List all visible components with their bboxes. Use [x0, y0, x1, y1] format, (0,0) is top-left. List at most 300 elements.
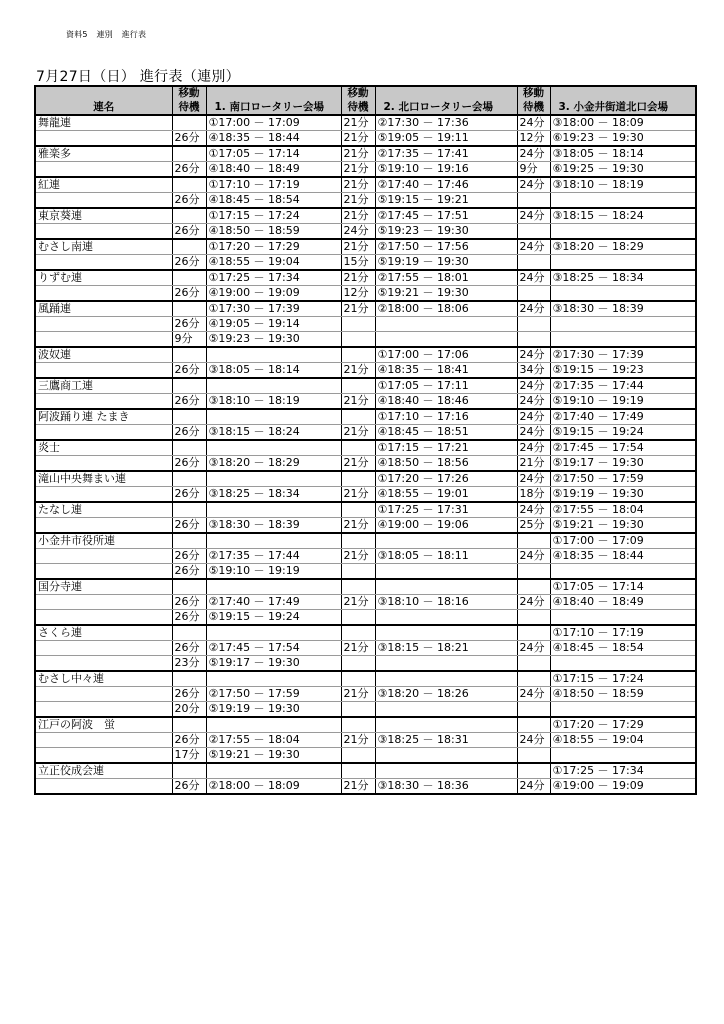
- team-name: 風踊連: [35, 301, 172, 317]
- venue-2-slot: ⑤19:21 － 19:30: [375, 286, 517, 302]
- move-time-2: 21分: [341, 733, 375, 748]
- team-name: 炎士: [35, 440, 172, 456]
- move-time-1: 26分: [172, 425, 206, 441]
- table-row: [35, 347, 696, 363]
- move-time-2: [341, 471, 375, 487]
- move-time-2: [341, 347, 375, 363]
- move-time-1: 26分: [172, 687, 206, 702]
- move-time-3: [517, 671, 550, 687]
- move-time-2: 15分: [341, 255, 375, 271]
- move-time-2: 21分: [341, 363, 375, 379]
- team-name: [35, 687, 172, 702]
- table-row: [35, 564, 696, 580]
- move-time-1: 26分: [172, 641, 206, 656]
- venue-1-slot: ③18:30 － 18:39: [206, 518, 341, 534]
- move-time-1: 26分: [172, 518, 206, 534]
- table-row: [35, 193, 696, 209]
- venue-1-slot: [206, 717, 341, 733]
- move-time-1: [172, 409, 206, 425]
- venue-2-slot: ④18:55 － 19:01: [375, 487, 517, 503]
- venue-1-slot: [206, 347, 341, 363]
- venue-1-slot: ⑤19:15 － 19:24: [206, 610, 341, 626]
- venue-3-slot: ③18:25 － 18:34: [550, 270, 696, 286]
- move-time-1: 9分: [172, 332, 206, 348]
- team-name: [35, 162, 172, 178]
- move-time-3: 24分: [517, 378, 550, 394]
- move-time-1: 26分: [172, 193, 206, 209]
- team-name: 立正佼成会連: [35, 763, 172, 779]
- team-name: [35, 255, 172, 271]
- venue-3-slot: ④19:00 － 19:09: [550, 779, 696, 795]
- move-time-2: 21分: [341, 177, 375, 193]
- table-row: [35, 394, 696, 410]
- venue-1-slot: [206, 763, 341, 779]
- venue-2-slot: ②18:00 － 18:06: [375, 301, 517, 317]
- venue-3-slot: ④18:50 － 18:59: [550, 687, 696, 702]
- venue-1-slot: ③18:15 － 18:24: [206, 425, 341, 441]
- move-time-3: [517, 255, 550, 271]
- move-time-3: [517, 702, 550, 718]
- move-time-3: 24分: [517, 595, 550, 610]
- table-row: [35, 378, 696, 394]
- venue-2-slot: [375, 763, 517, 779]
- table-row: [35, 363, 696, 379]
- move-time-3: 24分: [517, 409, 550, 425]
- move-time-3: 9分: [517, 162, 550, 178]
- move-time-3: 24分: [517, 270, 550, 286]
- move-time-1: [172, 347, 206, 363]
- table-row: [35, 425, 696, 441]
- venue-3-slot: ②17:55 － 18:04: [550, 502, 696, 518]
- venue-1-slot: ①17:10 － 17:19: [206, 177, 341, 193]
- move-time-2: [341, 717, 375, 733]
- move-time-2: 21分: [341, 301, 375, 317]
- move-time-2: 21分: [341, 270, 375, 286]
- table-row: [35, 456, 696, 472]
- move-time-3: 24分: [517, 440, 550, 456]
- team-name: 江戸の阿波 蛍: [35, 717, 172, 733]
- venue-3-slot: ②17:40 － 17:49: [550, 409, 696, 425]
- move-time-1: [172, 671, 206, 687]
- move-time-3: 24分: [517, 394, 550, 410]
- header-move-3-line1: 移動: [517, 86, 550, 100]
- move-time-2: 21分: [341, 487, 375, 503]
- team-name: [35, 733, 172, 748]
- team-name: [35, 425, 172, 441]
- move-time-3: 24分: [517, 115, 550, 131]
- venue-1-slot: ③18:05 － 18:14: [206, 363, 341, 379]
- venue-3-slot: ⑤19:15 － 19:23: [550, 363, 696, 379]
- venue-2-slot: [375, 702, 517, 718]
- move-time-3: 12分: [517, 131, 550, 147]
- venue-1-slot: ⑤19:21 － 19:30: [206, 748, 341, 764]
- table-row: [35, 270, 696, 286]
- venue-3-slot: ⑤19:15 － 19:24: [550, 425, 696, 441]
- venue-3-slot: ②17:35 － 17:44: [550, 378, 696, 394]
- table-row: [35, 641, 696, 656]
- table-row: [35, 717, 696, 733]
- table-row: [35, 162, 696, 178]
- venue-1-slot: ②17:50 － 17:59: [206, 687, 341, 702]
- team-name: [35, 286, 172, 302]
- move-time-3: 24分: [517, 239, 550, 255]
- move-time-2: 21分: [341, 549, 375, 564]
- team-name: [35, 748, 172, 764]
- move-time-1: 26分: [172, 255, 206, 271]
- venue-3-slot: ①17:20 － 17:29: [550, 717, 696, 733]
- move-time-1: 26分: [172, 131, 206, 147]
- move-time-3: 24分: [517, 641, 550, 656]
- move-time-3: 24分: [517, 733, 550, 748]
- team-name: 雅楽多: [35, 146, 172, 162]
- team-name: [35, 487, 172, 503]
- table-row: [35, 518, 696, 534]
- team-name: 紅連: [35, 177, 172, 193]
- table-row: [35, 115, 696, 131]
- move-time-2: 24分: [341, 224, 375, 240]
- move-time-3: [517, 533, 550, 549]
- venue-1-slot: ①17:25 － 17:34: [206, 270, 341, 286]
- header-move-1-line2: 待機: [172, 100, 206, 115]
- move-time-2: [341, 378, 375, 394]
- table-row: [35, 502, 696, 518]
- table-row: [35, 733, 696, 748]
- venue-3-slot: ⑥19:25 － 19:30: [550, 162, 696, 178]
- team-name: [35, 564, 172, 580]
- move-time-2: [341, 317, 375, 332]
- table-row: [35, 671, 696, 687]
- move-time-2: 21分: [341, 208, 375, 224]
- venue-3-slot: ①17:10 － 17:19: [550, 625, 696, 641]
- team-name: [35, 702, 172, 718]
- move-time-3: [517, 656, 550, 672]
- venue-1-slot: ②18:00 － 18:09: [206, 779, 341, 795]
- team-name: たなし連: [35, 502, 172, 518]
- team-name: 三鷹商工連: [35, 378, 172, 394]
- venue-1-slot: ④19:05 － 19:14: [206, 317, 341, 332]
- team-name: [35, 363, 172, 379]
- venue-1-slot: [206, 378, 341, 394]
- move-time-3: 24分: [517, 177, 550, 193]
- move-time-2: [341, 502, 375, 518]
- team-name: [35, 641, 172, 656]
- table-row: [35, 763, 696, 779]
- team-name: [35, 193, 172, 209]
- document-header: [66, 29, 152, 40]
- move-time-1: 26分: [172, 162, 206, 178]
- venue-2-slot: ④18:35 － 18:41: [375, 363, 517, 379]
- venue-2-slot: [375, 332, 517, 348]
- venue-3-slot: [550, 702, 696, 718]
- venue-2-slot: ④18:45 － 18:51: [375, 425, 517, 441]
- team-name: 阿波踊り連 たまき: [35, 409, 172, 425]
- move-time-3: [517, 763, 550, 779]
- move-time-3: 24分: [517, 779, 550, 795]
- venue-1-slot: ⑤19:23 － 19:30: [206, 332, 341, 348]
- move-time-3: 24分: [517, 347, 550, 363]
- move-time-3: [517, 625, 550, 641]
- move-time-3: 24分: [517, 425, 550, 441]
- header-doc-number: 資料5: [66, 30, 88, 39]
- venue-1-slot: ③18:10 － 18:19: [206, 394, 341, 410]
- venue-2-slot: [375, 717, 517, 733]
- venue-1-slot: ①17:05 － 17:14: [206, 146, 341, 162]
- team-name: 国分寺連: [35, 579, 172, 595]
- venue-1-slot: ③18:20 － 18:29: [206, 456, 341, 472]
- move-time-3: 24分: [517, 687, 550, 702]
- move-time-1: 26分: [172, 456, 206, 472]
- move-time-2: [341, 748, 375, 764]
- table-row: [35, 177, 696, 193]
- venue-3-slot: [550, 317, 696, 332]
- header-move-2-line1: 移動: [341, 86, 375, 100]
- team-name: むさし中々連: [35, 671, 172, 687]
- move-time-3: 18分: [517, 487, 550, 503]
- move-time-1: 26分: [172, 317, 206, 332]
- team-name: さくら連: [35, 625, 172, 641]
- move-time-2: [341, 610, 375, 626]
- move-time-3: 24分: [517, 502, 550, 518]
- move-time-1: [172, 502, 206, 518]
- team-name: [35, 394, 172, 410]
- move-time-1: [172, 239, 206, 255]
- venue-1-slot: ④18:55 － 19:04: [206, 255, 341, 271]
- move-time-1: 26分: [172, 394, 206, 410]
- venue-1-slot: ①17:20 － 17:29: [206, 239, 341, 255]
- move-time-2: [341, 702, 375, 718]
- table-row: [35, 549, 696, 564]
- venue-2-slot: ⑤19:19 － 19:30: [375, 255, 517, 271]
- venue-1-slot: [206, 625, 341, 641]
- venue-3-slot: ①17:05 － 17:14: [550, 579, 696, 595]
- team-name: 舞龍連: [35, 115, 172, 131]
- table-row: [35, 687, 696, 702]
- table-row: [35, 779, 696, 795]
- move-time-1: [172, 471, 206, 487]
- schedule-table: [34, 85, 697, 795]
- move-time-3: [517, 748, 550, 764]
- move-time-2: [341, 579, 375, 595]
- move-time-2: [341, 564, 375, 580]
- venue-2-slot: ③18:20 － 18:26: [375, 687, 517, 702]
- team-name: [35, 610, 172, 626]
- venue-2-slot: ①17:05 － 17:11: [375, 378, 517, 394]
- venue-2-slot: ③18:10 － 18:16: [375, 595, 517, 610]
- venue-1-slot: ④18:50 － 18:59: [206, 224, 341, 240]
- move-time-1: [172, 208, 206, 224]
- move-time-3: [517, 286, 550, 302]
- move-time-2: 21分: [341, 394, 375, 410]
- venue-2-slot: ③18:25 － 18:31: [375, 733, 517, 748]
- move-time-2: [341, 763, 375, 779]
- venue-3-slot: ③18:05 － 18:14: [550, 146, 696, 162]
- venue-1-slot: [206, 471, 341, 487]
- move-time-1: 26分: [172, 779, 206, 795]
- venue-3-slot: [550, 193, 696, 209]
- venue-3-slot: ③18:15 － 18:24: [550, 208, 696, 224]
- move-time-2: 21分: [341, 131, 375, 147]
- table-row: [35, 239, 696, 255]
- move-time-1: [172, 440, 206, 456]
- team-name: [35, 518, 172, 534]
- venue-2-slot: ①17:15 － 17:21: [375, 440, 517, 456]
- team-name: [35, 224, 172, 240]
- venue-2-slot: [375, 610, 517, 626]
- move-time-1: 26分: [172, 487, 206, 503]
- venue-3-slot: ②17:45 － 17:54: [550, 440, 696, 456]
- venue-1-slot: ②17:40 － 17:49: [206, 595, 341, 610]
- venue-3-slot: ③18:00 － 18:09: [550, 115, 696, 131]
- table-row: [35, 146, 696, 162]
- move-time-1: 26分: [172, 595, 206, 610]
- venue-3-slot: ③18:10 － 18:19: [550, 177, 696, 193]
- team-name: 小金井市役所連: [35, 533, 172, 549]
- move-time-1: 26分: [172, 549, 206, 564]
- venue-3-slot: ①17:25 － 17:34: [550, 763, 696, 779]
- venue-3-slot: ④18:35 － 18:44: [550, 549, 696, 564]
- move-time-1: [172, 378, 206, 394]
- move-time-2: 21分: [341, 239, 375, 255]
- move-time-3: [517, 579, 550, 595]
- move-time-2: [341, 656, 375, 672]
- venue-1-slot: ⑤19:19 － 19:30: [206, 702, 341, 718]
- header-move-2-line2: 待機: [341, 100, 375, 115]
- venue-3-slot: ⑥19:23 － 19:30: [550, 131, 696, 147]
- venue-3-slot: ③18:30 － 18:39: [550, 301, 696, 317]
- venue-3-slot: [550, 332, 696, 348]
- move-time-2: 21分: [341, 425, 375, 441]
- move-time-1: 26分: [172, 363, 206, 379]
- table-row: [35, 471, 696, 487]
- move-time-3: [517, 224, 550, 240]
- team-name: りずむ連: [35, 270, 172, 286]
- table-row: [35, 301, 696, 317]
- venue-2-slot: ②17:35 － 17:41: [375, 146, 517, 162]
- venue-1-slot: [206, 671, 341, 687]
- move-time-1: 26分: [172, 286, 206, 302]
- venue-1-slot: ①17:30 － 17:39: [206, 301, 341, 317]
- venue-2-slot: ⑤19:23 － 19:30: [375, 224, 517, 240]
- team-name: 東京葵連: [35, 208, 172, 224]
- venue-1-slot: [206, 502, 341, 518]
- table-row: [35, 332, 696, 348]
- venue-1-slot: ⑤19:10 － 19:19: [206, 564, 341, 580]
- venue-2-slot: ①17:20 － 17:26: [375, 471, 517, 487]
- header-venue-1: 1. 南口ロータリー会場: [206, 86, 341, 115]
- venue-2-slot: [375, 748, 517, 764]
- table-row: [35, 656, 696, 672]
- venue-1-slot: ①17:15 － 17:24: [206, 208, 341, 224]
- venue-2-slot: ⑤19:10 － 19:16: [375, 162, 517, 178]
- venue-2-slot: [375, 564, 517, 580]
- venue-2-slot: ④18:50 － 18:56: [375, 456, 517, 472]
- move-time-3: [517, 564, 550, 580]
- move-time-3: 24分: [517, 301, 550, 317]
- move-time-2: 21分: [341, 146, 375, 162]
- move-time-2: [341, 409, 375, 425]
- venue-2-slot: [375, 317, 517, 332]
- venue-1-slot: ④18:45 － 18:54: [206, 193, 341, 209]
- venue-3-slot: ③18:20 － 18:29: [550, 239, 696, 255]
- venue-3-slot: ⑤19:10 － 19:19: [550, 394, 696, 410]
- team-name: [35, 779, 172, 795]
- move-time-1: [172, 625, 206, 641]
- move-time-1: [172, 115, 206, 131]
- venue-3-slot: ⑤19:17 － 19:30: [550, 456, 696, 472]
- table-row: [35, 533, 696, 549]
- move-time-3: [517, 332, 550, 348]
- move-time-2: 12分: [341, 286, 375, 302]
- venue-1-slot: ③18:25 － 18:34: [206, 487, 341, 503]
- move-time-2: [341, 440, 375, 456]
- table-row: [35, 286, 696, 302]
- venue-1-slot: ④18:35 － 18:44: [206, 131, 341, 147]
- venue-3-slot: [550, 656, 696, 672]
- venue-1-slot: ②17:45 － 17:54: [206, 641, 341, 656]
- venue-2-slot: ③18:30 － 18:36: [375, 779, 517, 795]
- header-move-3-line2: 待機: [517, 100, 550, 115]
- table-row: [35, 748, 696, 764]
- move-time-3: 24分: [517, 208, 550, 224]
- venue-1-slot: ④19:00 － 19:09: [206, 286, 341, 302]
- move-time-1: [172, 301, 206, 317]
- move-time-3: 24分: [517, 471, 550, 487]
- move-time-1: 26分: [172, 224, 206, 240]
- venue-2-slot: ①17:00 － 17:06: [375, 347, 517, 363]
- venue-2-slot: ④18:40 － 18:46: [375, 394, 517, 410]
- team-name: [35, 332, 172, 348]
- move-time-2: [341, 332, 375, 348]
- team-name: [35, 656, 172, 672]
- venue-3-slot: [550, 564, 696, 580]
- move-time-2: 21分: [341, 687, 375, 702]
- venue-1-slot: ②17:55 － 18:04: [206, 733, 341, 748]
- venue-2-slot: ②17:55 － 18:01: [375, 270, 517, 286]
- move-time-2: 21分: [341, 193, 375, 209]
- venue-3-slot: ①17:00 － 17:09: [550, 533, 696, 549]
- schedule-body: [35, 115, 696, 794]
- venue-1-slot: ①17:00 － 17:09: [206, 115, 341, 131]
- move-time-3: 24分: [517, 146, 550, 162]
- venue-2-slot: ②17:40 － 17:46: [375, 177, 517, 193]
- team-name: [35, 131, 172, 147]
- venue-1-slot: [206, 579, 341, 595]
- venue-2-slot: ②17:50 － 17:56: [375, 239, 517, 255]
- team-name: [35, 456, 172, 472]
- venue-3-slot: ④18:55 － 19:04: [550, 733, 696, 748]
- move-time-1: [172, 717, 206, 733]
- header-doc-category: 連別: [96, 30, 113, 39]
- team-name: むさし南連: [35, 239, 172, 255]
- move-time-2: 21分: [341, 456, 375, 472]
- venue-3-slot: [550, 224, 696, 240]
- move-time-1: 23分: [172, 656, 206, 672]
- venue-2-slot: ①17:10 － 17:16: [375, 409, 517, 425]
- header-move-1-line1: 移動: [172, 86, 206, 100]
- move-time-1: 26分: [172, 610, 206, 626]
- venue-1-slot: ②17:35 － 17:44: [206, 549, 341, 564]
- move-time-1: [172, 146, 206, 162]
- move-time-1: [172, 533, 206, 549]
- table-row: [35, 487, 696, 503]
- header-doc-type: 進行表: [121, 30, 147, 39]
- move-time-1: 17分: [172, 748, 206, 764]
- move-time-1: [172, 579, 206, 595]
- move-time-2: [341, 533, 375, 549]
- move-time-2: 21分: [341, 641, 375, 656]
- move-time-3: [517, 317, 550, 332]
- venue-3-slot: ④18:45 － 18:54: [550, 641, 696, 656]
